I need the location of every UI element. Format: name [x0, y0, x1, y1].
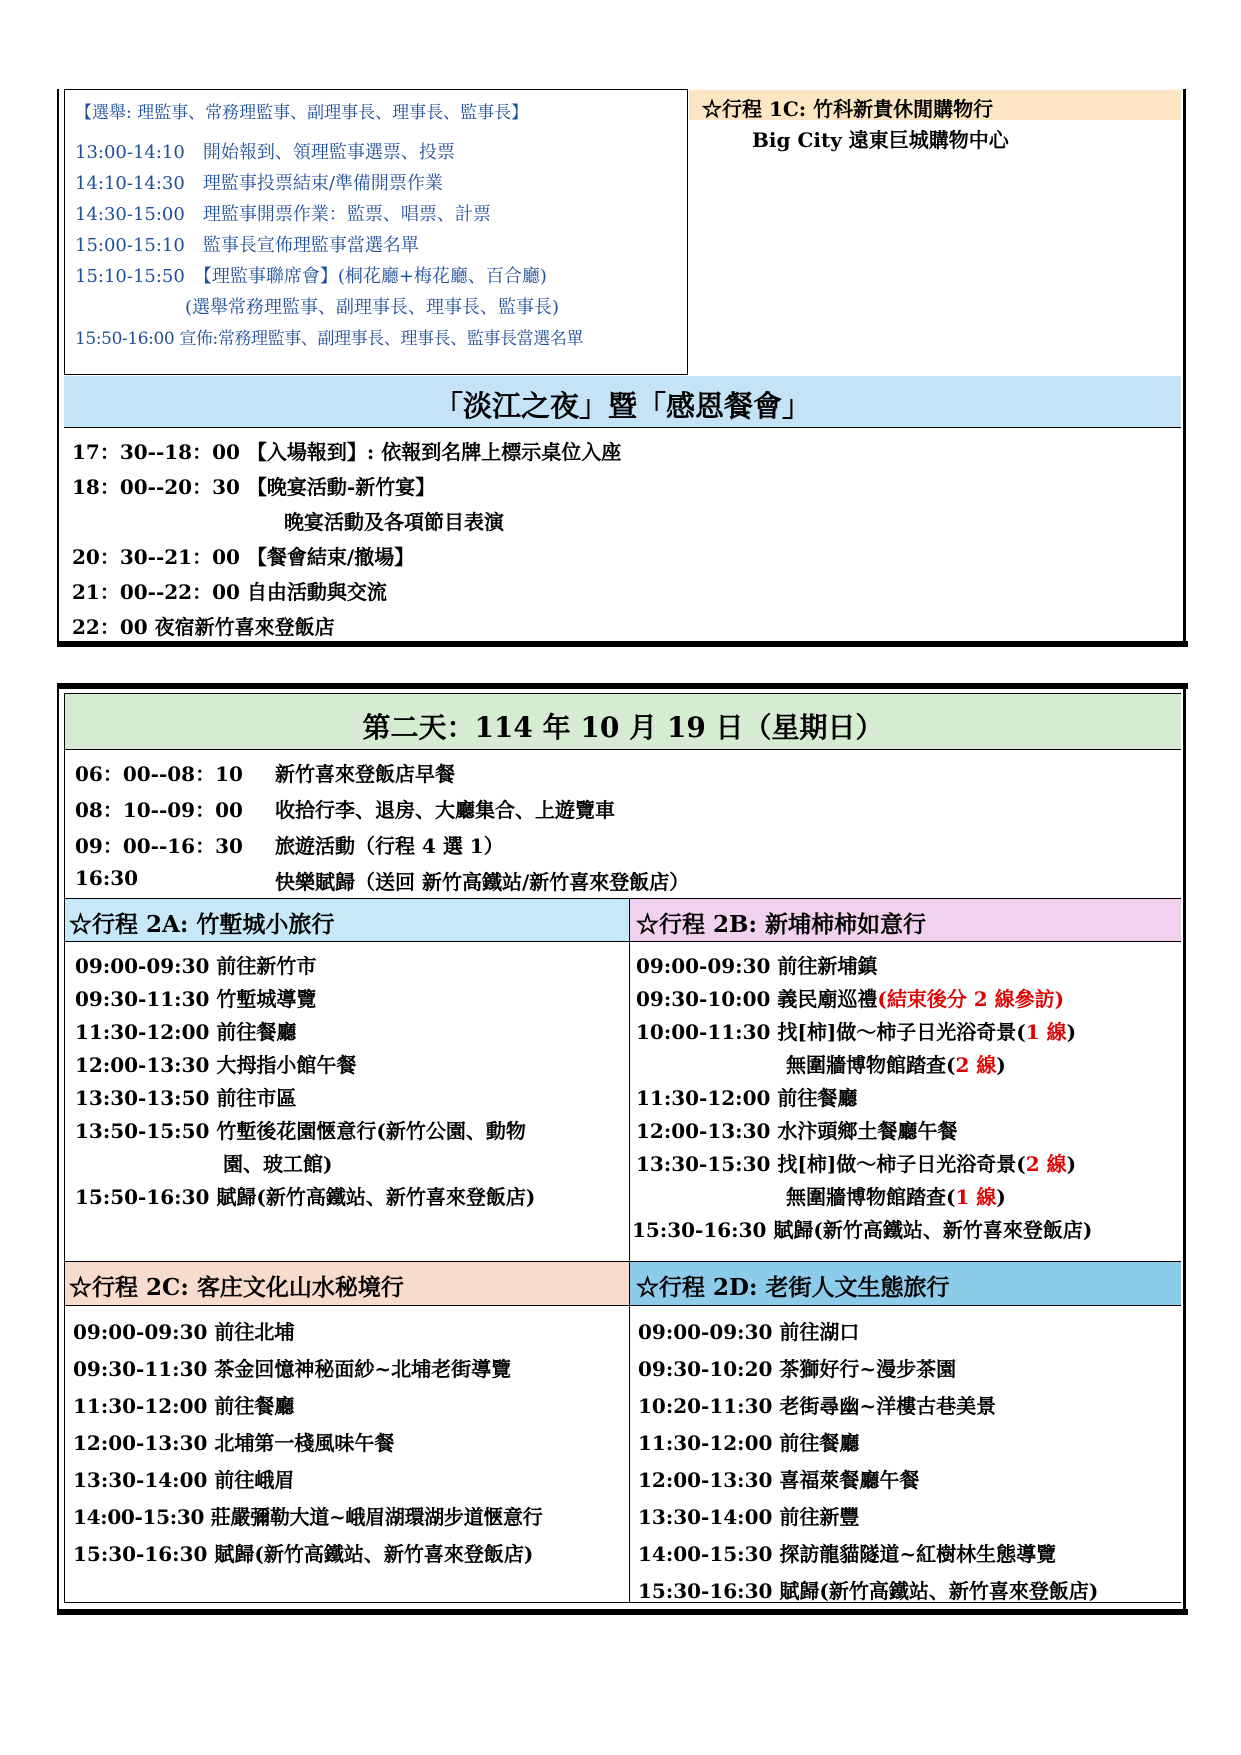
- trip-2d-line: 10:20-11:30 老街尋幽~洋樓古巷美景: [638, 1394, 997, 1418]
- trip-2c-line: 15:30-16:30 賦歸(新竹高鐵站、新竹喜來登飯店): [73, 1542, 534, 1566]
- trip-2b-line: [786, 1049, 1006, 1078]
- election-line: 14:10-14:30 理監事投票結束/準備開票作業: [75, 173, 443, 194]
- election-line: 15:50-16:00 宣佈:常務理監事、副理事長、理事長、監事長當選名單: [75, 329, 584, 349]
- night-line: 21：00--22：00 自由活動與交流: [72, 580, 387, 604]
- trip-2c-line: 11:30-12:00 前往餐廳: [73, 1394, 295, 1418]
- trip-2d-line: 13:30-14:00 前往新豐: [638, 1505, 860, 1529]
- trip-2a-line: 15:50-16:30 賦歸(新竹高鐵站、新竹喜來登飯店): [75, 1185, 536, 1209]
- night-line: 18：00--20：30 【晚宴活動-新竹宴】: [72, 475, 436, 499]
- trip-2a-body: [64, 942, 630, 1262]
- trip-2b-text: 09:30-10:00 義民廟巡禮: [636, 987, 878, 1011]
- trip-2c-line: 09:30-11:30 茶金回憶神秘面紗~北埔老街導覽: [73, 1357, 512, 1381]
- trip-2b-text: 09:00-09:30 前往新埔鎮: [636, 954, 878, 978]
- trip-2c-line: 14:00-15:30 莊嚴彌勒大道~峨眉湖環湖步道愜意行: [73, 1505, 543, 1529]
- trip-2b-line: [786, 1181, 1006, 1210]
- election-line: (選舉常務理監事、副理事長、理事長、監事長): [185, 297, 560, 318]
- trip-2b-text: 11:30-12:00 前往餐廳: [636, 1086, 858, 1110]
- trip-2b-text: 13:30-15:30 找[柿]做～柿子日光浴奇景(: [636, 1152, 1026, 1176]
- trip-2b-text: ): [1066, 1020, 1077, 1044]
- day2-title: 第二天：114 年 10 月 19 日（星期日）: [362, 711, 884, 744]
- trip-2d-header: [630, 1262, 1181, 1306]
- trip-2b-text: 10:00-11:30 找[柿]做～柿子日光浴奇景(: [636, 1020, 1026, 1044]
- trip-2b-red-note: 2 線: [1025, 1152, 1067, 1176]
- trip-2c-line: 09:00-09:30 前往北埔: [73, 1320, 295, 1344]
- night-line: 晚宴活動及各項節目表演: [284, 510, 504, 534]
- trip-2a-title: ☆行程 2A: 竹塹城小旅行: [69, 911, 335, 938]
- night-title: 「淡江之夜」暨「感恩餐會」: [433, 389, 811, 423]
- trip-2d-body: [630, 1306, 1181, 1603]
- trip-2b-text: 15:30-16:30 賦歸(新竹高鐵站、新竹喜來登飯店): [632, 1218, 1093, 1242]
- trip-2b-text: 12:00-13:30 水汴頭鄉土餐廳午餐: [636, 1119, 958, 1143]
- trip-2b-text: ): [996, 1185, 1006, 1209]
- trip-2d-title: ☆行程 2D: 老街人文生態旅行: [636, 1274, 950, 1301]
- trip-2b-text: ): [996, 1053, 1006, 1077]
- trip-2a-line: 園、玻工館): [223, 1152, 333, 1176]
- trip-2b-line: [636, 1148, 1076, 1177]
- trip-2a-line: 09:30-11:30 竹塹城導覽: [75, 987, 317, 1011]
- night-header: [64, 376, 1181, 428]
- trip-2b-red-note: 2 線: [955, 1053, 997, 1077]
- trip-2c-header: [64, 1262, 630, 1306]
- trip-2b-line: [636, 983, 1064, 1012]
- trip-2b-line: [636, 1082, 857, 1111]
- itinerary-1c-title: ☆行程 1C: 竹科新貴休閒購物行: [702, 97, 994, 121]
- trip-2d-line: 09:00-09:30 前往湖口: [638, 1320, 860, 1344]
- election-cell: [64, 89, 688, 375]
- trip-2b-text: 無圍牆博物館踏查(: [786, 1185, 956, 1209]
- itinerary-1c-subtitle: Big City 遠東巨城購物中心: [752, 128, 1009, 152]
- trip-2d-line: 14:00-15:30 探訪龍貓隧道~紅樹林生態導覽: [638, 1542, 1057, 1566]
- trip-2b-red-note: 1 線: [1025, 1020, 1067, 1044]
- trip-2b-text: ): [1066, 1152, 1077, 1176]
- trip-2b-line: [636, 1115, 957, 1144]
- trip-2d-line: 11:30-12:00 前往餐廳: [638, 1431, 860, 1455]
- day2-time: 16:30: [75, 866, 139, 890]
- trip-2d-line: 15:30-16:30 賦歸(新竹高鐵站、新竹喜來登飯店): [638, 1579, 1099, 1603]
- trip-2a-header: [64, 898, 630, 942]
- night-line: 20：30--21：00 【餐會結束/撤場】: [72, 545, 415, 569]
- day2-time: 06：00--08：10: [75, 762, 243, 786]
- trip-2a-line: 12:00-13:30 大拇指小館午餐: [75, 1053, 357, 1077]
- divider: [57, 641, 1188, 647]
- trip-2b-red-note: 1 線: [955, 1185, 997, 1209]
- trip-2a-line: 09:00-09:30 前往新竹市: [75, 954, 317, 978]
- trip-2a-line: 13:50-15:50 竹塹後花園愜意行(新竹公園、動物: [75, 1119, 526, 1143]
- trip-2b-body: [630, 942, 1181, 1262]
- trip-2a-line: 13:30-13:50 前往市區: [75, 1086, 297, 1110]
- divider: [57, 1609, 1188, 1615]
- trip-2b-text: 無圍牆博物館踏查(: [786, 1053, 956, 1077]
- trip-2b-line: [632, 1214, 1092, 1243]
- day2-text: 收拾行李、退房、大廳集合、上遊覽車: [275, 798, 615, 822]
- day2-text: 旅遊活動（行程 4 選 1）: [275, 834, 504, 858]
- election-title: 【選舉: 理監事、常務理監事、副理事長、理事長、監事長】: [75, 103, 529, 123]
- night-line: 22：00 夜宿新竹喜來登飯店: [72, 615, 335, 639]
- day2-header: [64, 693, 1181, 750]
- day2-time: 08：10--09：00: [75, 798, 243, 822]
- trip-2b-header: [630, 898, 1181, 942]
- day2-text: 快樂賦歸（送回 新竹高鐵站/新竹喜來登飯店）: [275, 870, 690, 894]
- trip-2a-line: 11:30-12:00 前往餐廳: [75, 1020, 297, 1044]
- day2-text: 新竹喜來登飯店早餐: [275, 762, 455, 786]
- trip-2d-line: 12:00-13:30 喜福萊餐廳午餐: [638, 1468, 920, 1492]
- trip-2b-title: ☆行程 2B: 新埔柿柿如意行: [636, 911, 926, 938]
- election-line: 13:00-14:10 開始報到、領理監事選票、投票: [75, 142, 455, 163]
- trip-2c-body: [64, 1306, 630, 1603]
- trip-2b-line: [636, 950, 877, 979]
- day2-time: 09：00--16：30: [75, 834, 243, 858]
- trip-2c-line: 12:00-13:30 北埔第一棧風味午餐: [73, 1431, 395, 1455]
- trip-2c-title: ☆行程 2C: 客庄文化山水秘境行: [69, 1274, 404, 1301]
- election-line: 15:00-15:10 監事長宣佈理監事當選名單: [75, 235, 419, 256]
- day2-schedule: [64, 750, 1181, 898]
- trip-2d-line: 09:30-10:20 茶獅好行~漫步茶園: [638, 1357, 957, 1381]
- trip-2c-line: 13:30-14:00 前往峨眉: [73, 1468, 295, 1492]
- trip-2b-line: [636, 1016, 1076, 1045]
- election-line: 14:30-15:00 理監事開票作業：監票、唱票、計票: [75, 204, 491, 225]
- trip-2b-red-note: (結束後分 2 線參訪): [877, 987, 1065, 1011]
- election-line: 15:10-15:50 【理監事聯席會】(桐花廳+梅花廳、百合廳): [75, 266, 547, 287]
- night-line: 17：30--18：00 【入場報到】: 依報到名牌上標示桌位入座: [72, 440, 622, 464]
